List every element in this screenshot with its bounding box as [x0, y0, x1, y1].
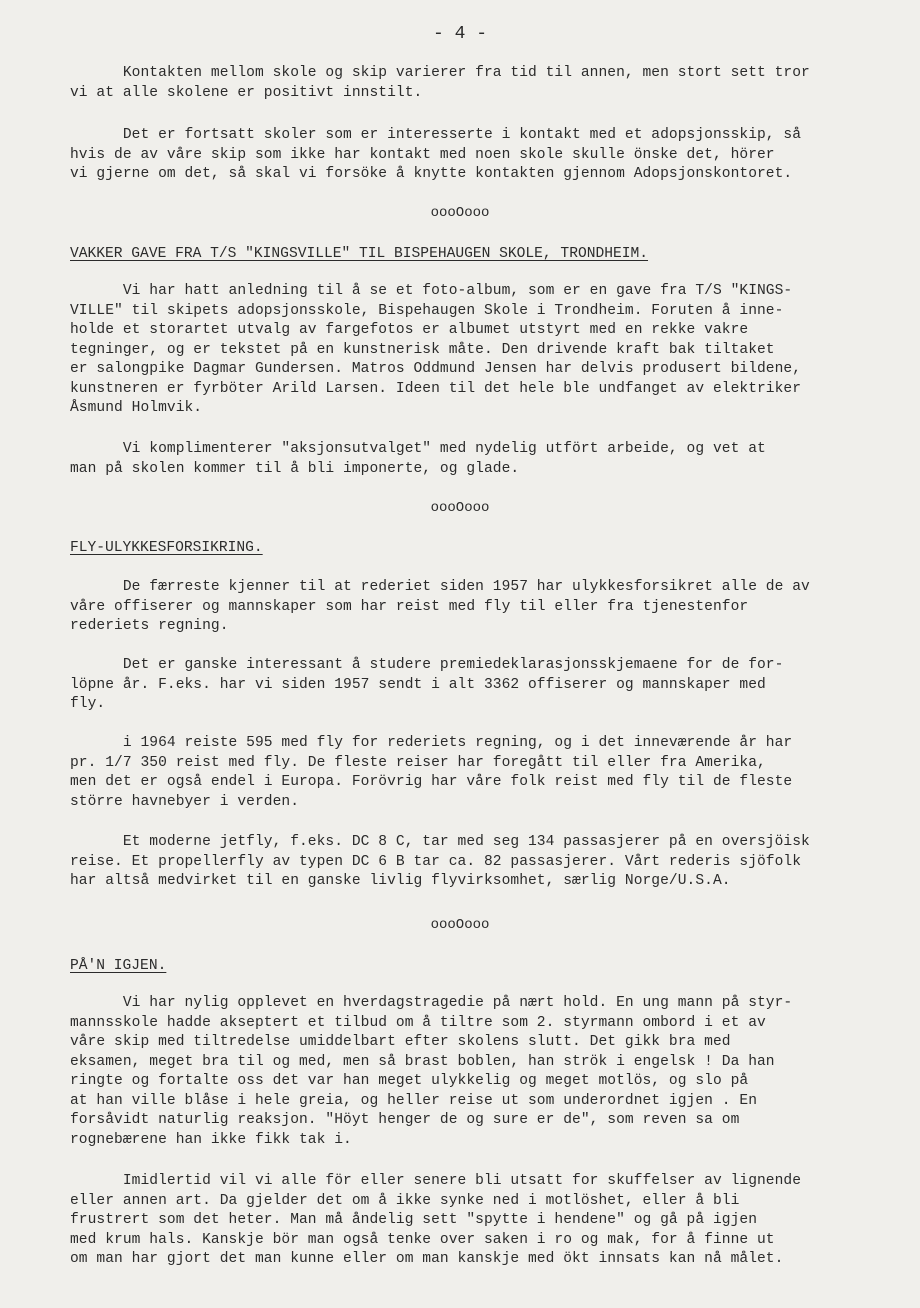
paan-igjen-paragraph-1: Vi har nylig opplevet en hverdagstragedie på nært hold. En ung mann på styr- mannsskole hadde akseptert et tilbud om å tiltre som 2. styrmann ombord i et av våre skip med tiltredelse umiddelbart efter skolens slutt. Det gikk bra med eksamen, meget bra til og med, men så brast boblen, han strök i engelsk ! Da han ringte og fortalte oss det var han meget ulykkelig og meget motlös, og slo på at han ville blåse i hele greia, og heller reise ut som underordnet igjen . En forsåvidt naturlig reaksjon. "Höyt henger de og sure er de", som reven sa om rognebærene han ikke fikk tak i.	[70, 995, 793, 1148]
fly-paragraph-3: i 1964 reiste 595 med fly for rederiets regning, og i det inneværende år har pr. 1/7 350 reist med fly. De fleste reiser har foregått til eller fra Amerika, men det er også endel i Europa. Forövrig har våre folk reist med fly til de fleste större havnebyer i verden.	[70, 735, 793, 810]
intro-paragraph-2: Det er fortsatt skoler som er interesserte i kontakt med et adopsjonsskip, så hvis de av våre skip som ikke har kontakt med noen skole skulle önske det, hörer vi gjerne om det, så skal vi forsöke å knytte kontakten gjennom Adopsjonskontoret.	[70, 127, 802, 182]
separator-1: oooOooo	[430, 205, 490, 221]
separator-2: oooOooo	[430, 500, 490, 516]
section-heading-paan-igjen: PÅ'N IGJEN.	[70, 958, 167, 974]
paan-igjen-paragraph-2: Imidlertid vil vi alle för eller senere bli utsatt for skuffelser av lignende eller annen art. Da gjelder det om å ikke synke ned i motlöshet, eller å bli frustrert som det heter. Man må åndelig sett "spytte i hendene" og gå på igjen med krum hals. Kanskje bör man også tenke over saken i ro og mak, for å finne ut om man har gjort det man kunne eller om man kanskje med ökt innsats kan nå målet.	[70, 1173, 802, 1267]
fly-paragraph-2: Det er ganske interessant å studere premiedeklarasjonsskjemaene for de for- löpne år. F.eks. har vi siden 1957 sendt i alt 3362 offiserer og mannskaper med fly.	[70, 657, 784, 712]
kingsville-paragraph-2: Vi komplimenterer "aksjonsutvalget" med nydelig utfört arbeide, og vet at man på skolen kommer til å bli imponerte, og glade.	[70, 441, 766, 477]
section-heading-fly: FLY-ULYKKESFORSIKRING.	[70, 540, 263, 556]
fly-paragraph-1: De færreste kjenner til at rederiet siden 1957 har ulykkesforsikret alle de av våre offiserer og mannskaper som har reist med fly til eller fra tjenestenfor rederiets regning.	[70, 579, 810, 634]
page-number: - 4 -	[432, 24, 487, 44]
separator-3: oooOooo	[430, 917, 490, 933]
section-heading-kingsville: VAKKER GAVE FRA T/S "KINGSVILLE" TIL BISPEHAUGEN SKOLE, TRONDHEIM.	[70, 246, 649, 262]
kingsville-paragraph-1: Vi har hatt anledning til å se et foto-album, som er en gave fra T/S "KINGS- VILLE" til skipets adopsjonsskole, Bispehaugen Skole i Trondheim. Foruten å inne- holde et storartet utvalg av fargefotos er albumet utstyrt med en rekke vakre tegninger, og er tekstet på en kunstnerisk måte. Den drivende kraft bak tiltaket er salongpike Dagmar Gundersen. Matros Oddmund Jensen har delvis produsert bildene, kunstneren er fyrböter Arild Larsen. Ideen til det hele ble undfanget av elektriker Åsmund Holmvik.	[70, 283, 802, 416]
fly-paragraph-4: Et moderne jetfly, f.eks. DC 8 C, tar med seg 134 passasjerer på en oversjöisk reise. Et propellerfly av typen DC 6 B tar ca. 82 passasjerer. Vårt rederis sjöfolk har altså medvirket til en ganske livlig flyvirksomhet, særlig Norge/U.S.A.	[70, 834, 810, 889]
intro-paragraph-1: Kontakten mellom skole og skip varierer fra tid til annen, men stort sett tror vi at alle skolene er positivt innstilt.	[70, 65, 810, 101]
